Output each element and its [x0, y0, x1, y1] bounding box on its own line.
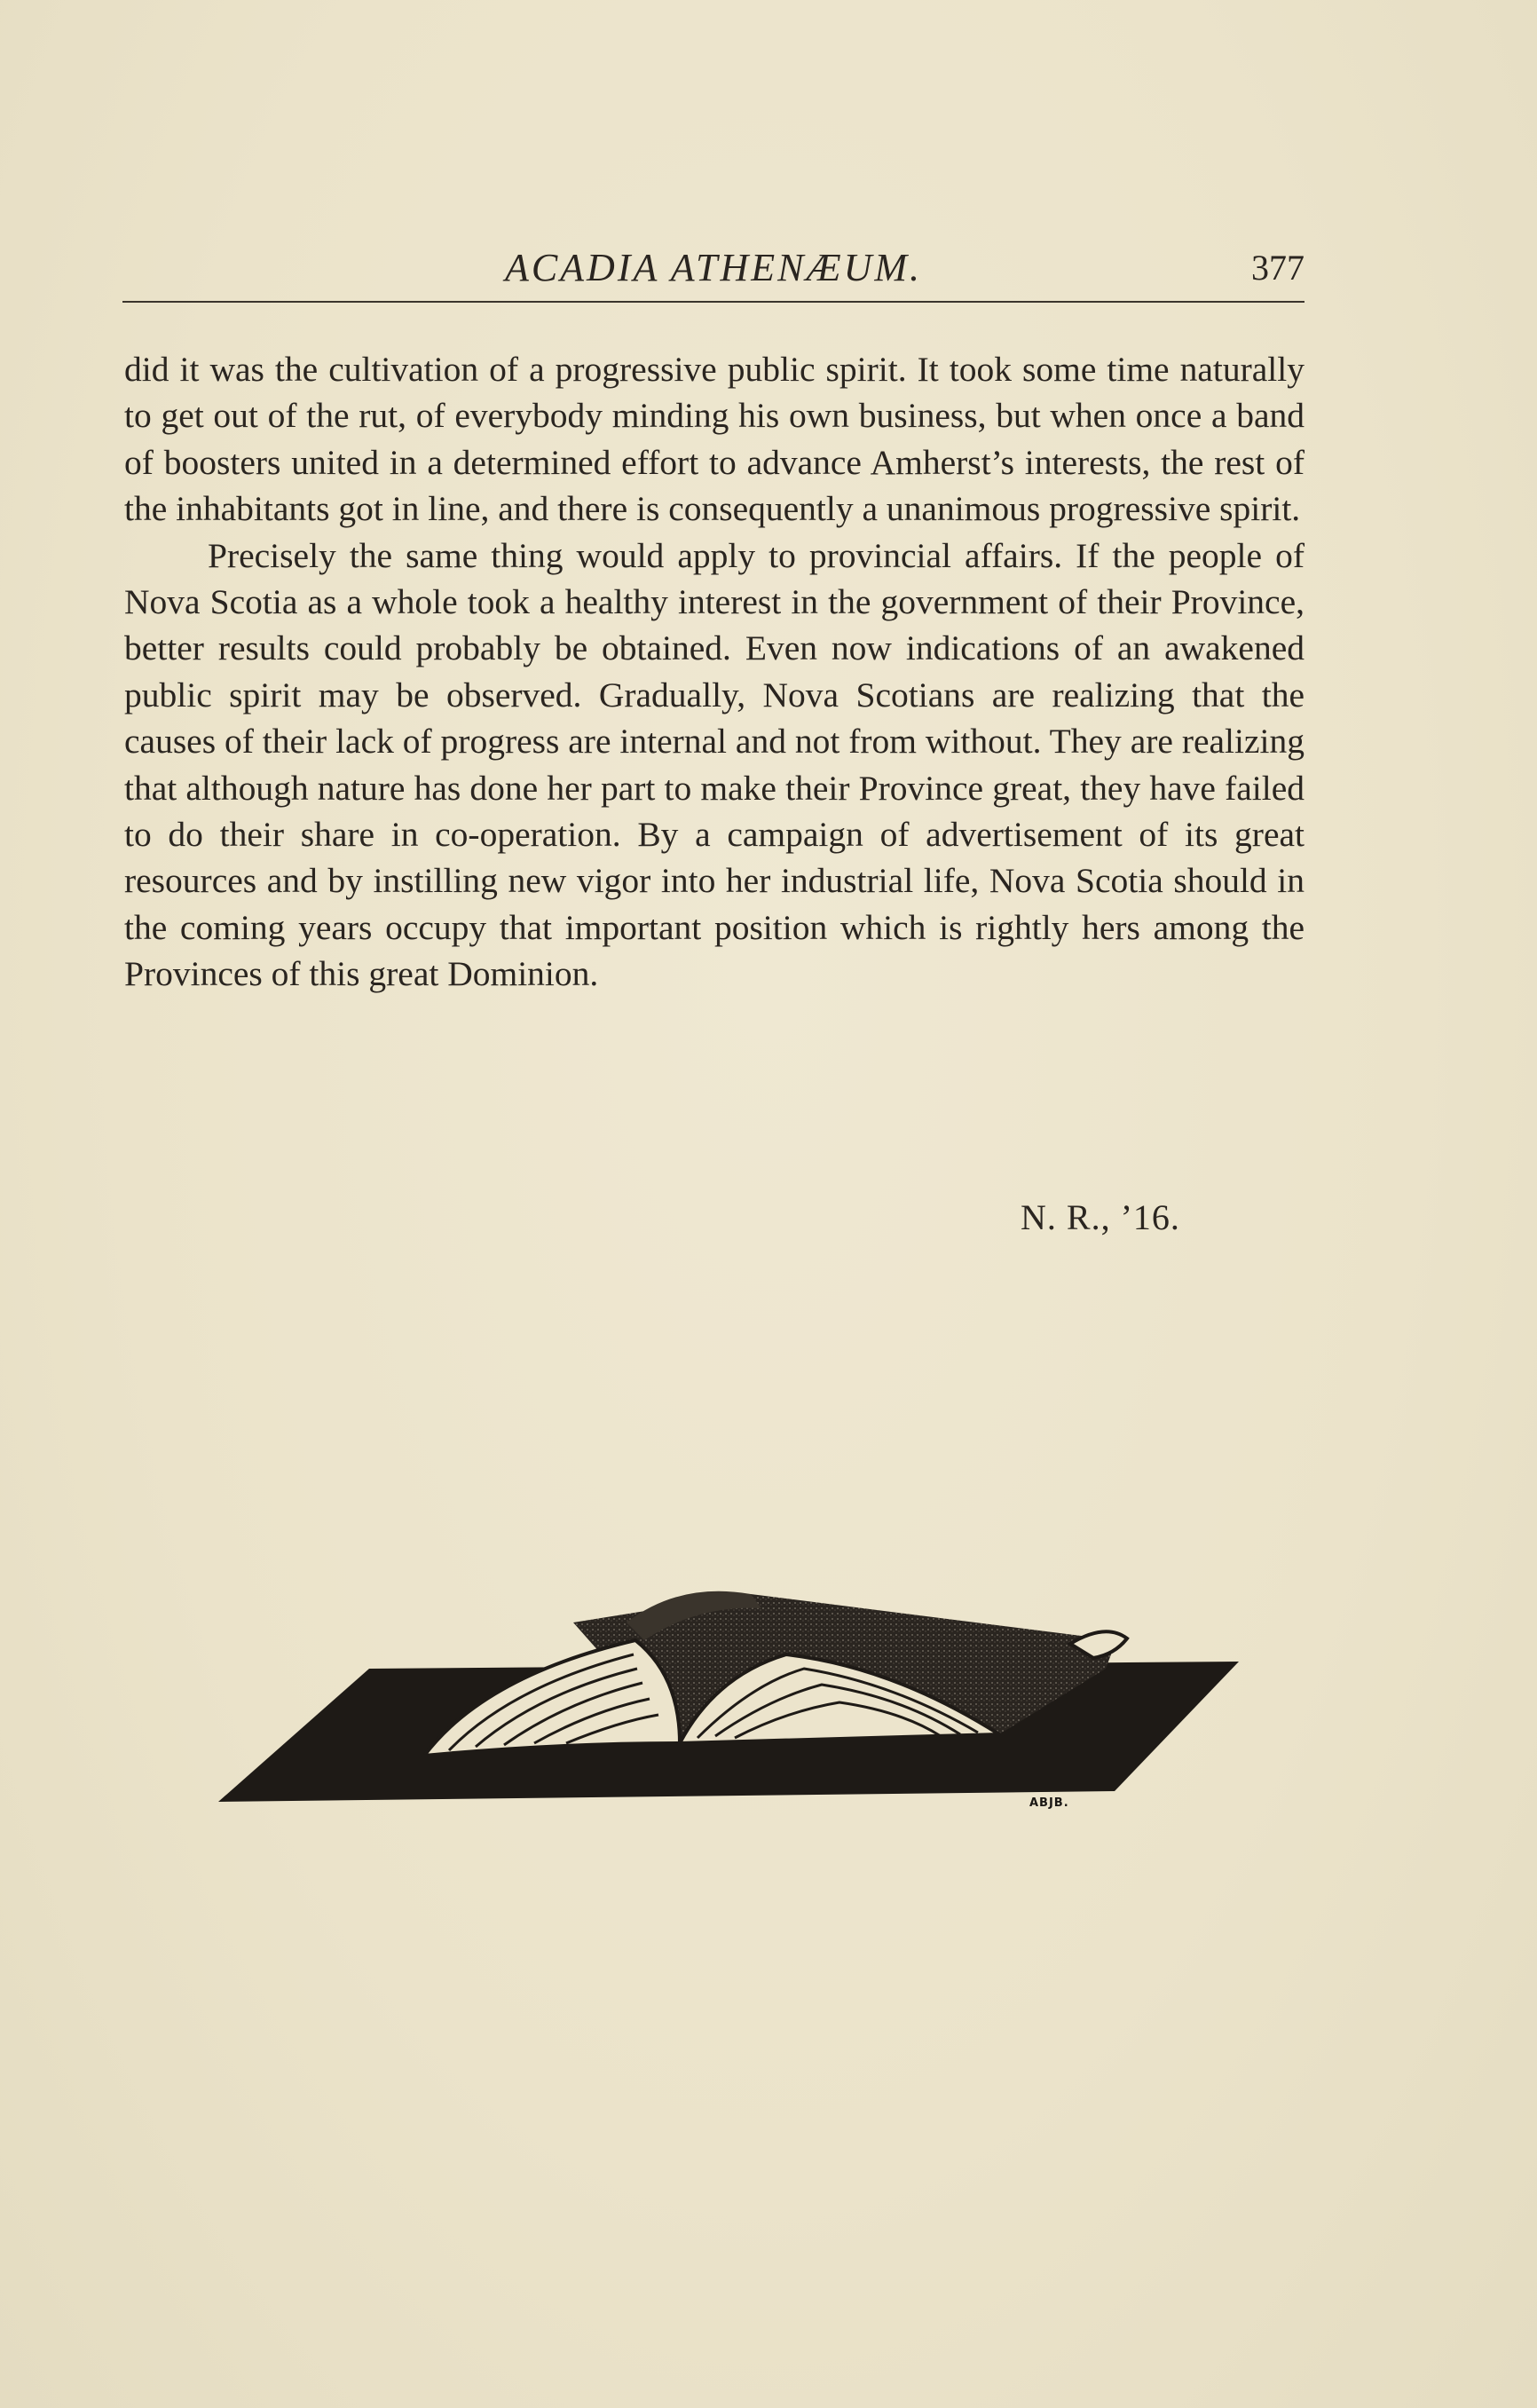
running-header	[122, 241, 1304, 304]
artist-initials: ABJB.	[1029, 1796, 1069, 1810]
open-book-icon	[218, 1569, 1241, 1818]
paragraph-2: Precisely the same thing would apply to provincial affairs. If the people of Nova Scotia as a whole took a healthy interest in the government of their Province, better results could probably be obtained. Even now indications of an awakened public spirit may be observed. Gradually, Nova Scotians are realizing that the causes of their lack of progress are internal and not from without. They are realizing that although nature has done her part to make their Province great, they have failed to do their share in co-operation. By a campaign of advertisement of its great resources and by instilling new vigor into her industrial life, Nova Scotia should in the coming years occupy that important position which is rightly hers among the Provinces of this great Dominion.	[124, 535, 1304, 994]
header-rule	[122, 301, 1304, 303]
running-title: ACADIA ATHENÆUM.	[504, 246, 923, 289]
article-body	[124, 346, 1304, 998]
paragraph-1: did it was the cultivation of a progressive public spirit. It took some time naturally to get out of the rut, of everybody minding his own business, but when once a band of boosters united in a determined effort to advance Amherst’s interests, the rest of the inhabitants got in line, and there is consequently a unanimous progressive spirit.	[124, 350, 1304, 529]
page-number: 377	[1251, 248, 1304, 288]
author-signature: N. R., ’16.	[1021, 1197, 1180, 1237]
